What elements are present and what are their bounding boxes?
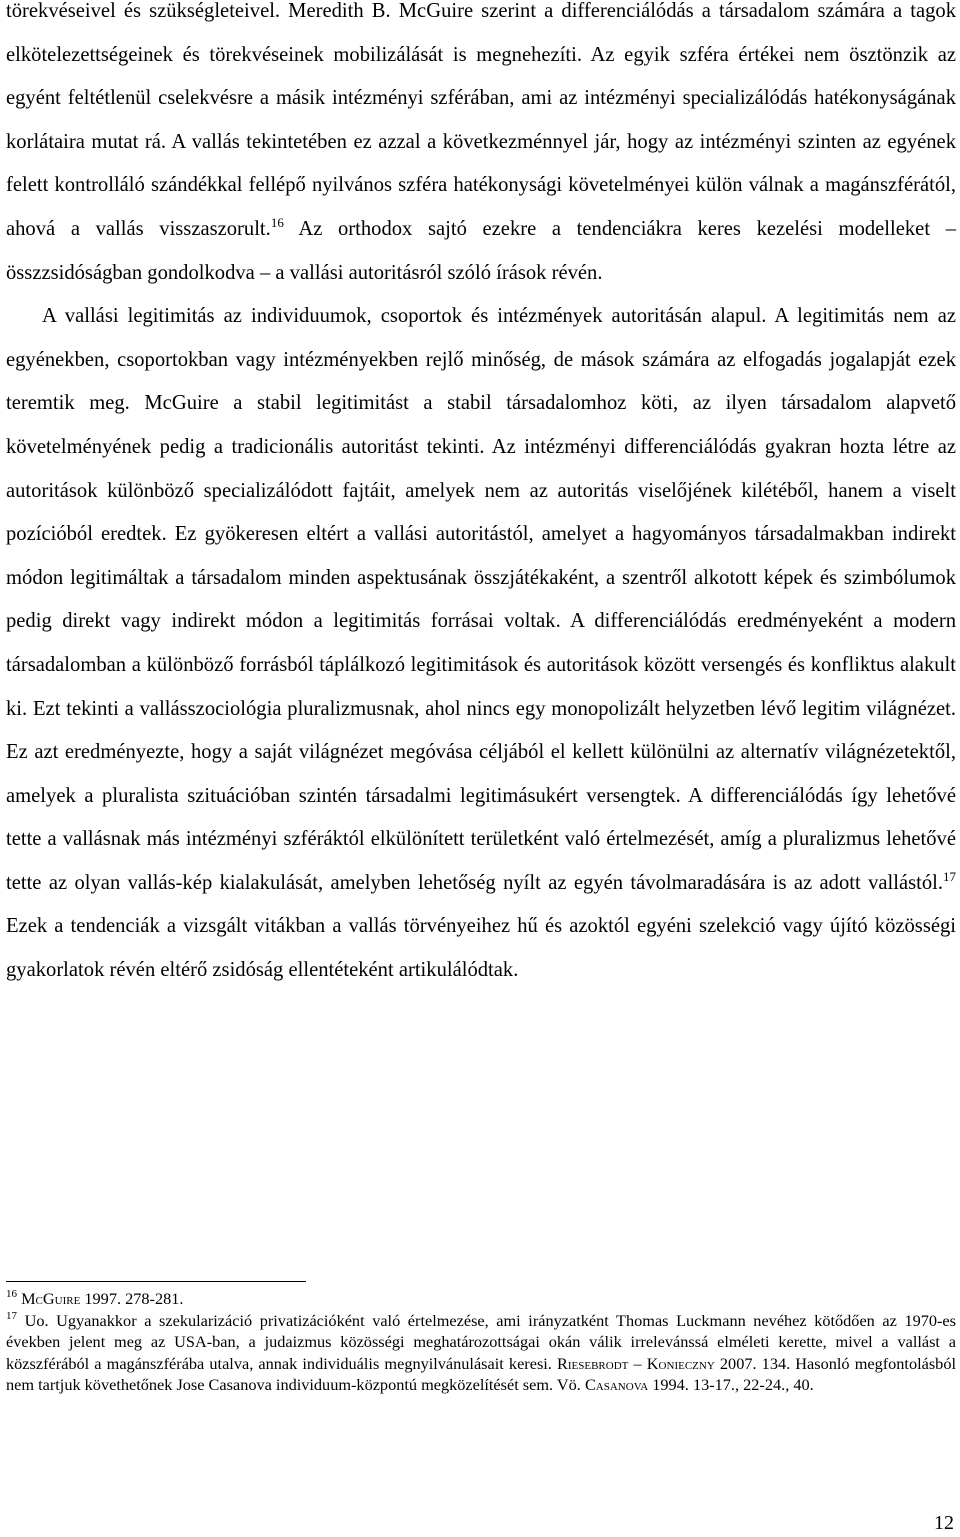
paragraph-2-text-b: Ezek a tendenciák a vizsgált vitákban a vallás törvényeihez hű és azoktól egyéni szelekció vagy újító közösségi gyakorlatok révén eltérő zsidóság ellentéteként artikulálódtak.	[6, 915, 956, 982]
footnote-ref-17[interactable]: 17	[943, 868, 956, 884]
footnote-ref-16[interactable]: 16	[270, 214, 284, 230]
body-text	[6, 0, 956, 993]
footnote-17-text-c: 1994. 13-17., 22-24., 40.	[648, 1375, 814, 1395]
paragraph-1-text-a: törekvéseivel és szükségleteivel. Meredith B. McGuire szerint a differenciálódás a társadalom számára a tagok elkötelezettségeinek és törekvéseinek mobilizálását is megnehezíti. Az egyik szféra értékei nem ösztönzik az egyént feltétlenül cselekvésre a másik intézményi szférában, ami az intézményi specializálódás hatékonyságának korlátaira mutat rá. A vallás tekintetében ez azzal a következménnyel jár, hogy az intézményi szinten az egyének felett kontrolláló szándékkal fellépő nyilvános szféra hatékonysági követelményei külön válnak a magánszférától, ahová a vallás visszaszorult.	[6, 0, 956, 240]
footnote-17-author-casanova: Casanova	[584, 1375, 649, 1395]
paragraph-2	[6, 295, 956, 993]
footnote-17-text-b: 2007. 134. Hasonló megfontolásból nem tartjuk követhetőnek Jose Casanova individuum-központú megközelítését sem. Vö.	[6, 1353, 956, 1395]
paragraph-1	[6, 0, 956, 295]
footnote-16-author: McGuire	[21, 1289, 81, 1308]
footnote-16	[6, 1288, 956, 1310]
footnote-17-author-konieczny: Konieczny	[646, 1353, 715, 1373]
paragraph-2-text-a: A vallási legitimitás az individuumok, csoportok és intézmények autoritásán alapul. A legitimitás nem az egyénekben, csoportokban vagy intézményekben rejlő minőség, de mások számára az elfogadás jogalapját ezek teremtik meg. McGuire a stabil legitimitást a stabil társadalomhoz köti, az ilyen társadalom alapvető követelményének pedig a tradicionális autoritást tekinti. Az intézményi differenciálódás gyakran hozta létre az autoritások különböző specializálódott fajtáit, amelyek nem az autoritás viselőjének kilétéből, hanem a viselt pozícióból eredtek. Ez gyökeresen eltért a vallási autoritástól, amelyet a hagyományos társadalmakban indirekt módon legitimáltak a társadalom minden aspektusának összjátékaként, a szentről alkotott képek és szimbólumok pedig direkt vagy indirekt módon a legitimitás forrásai voltak. A differenciálódás eredményeként a modern társadalomban a különböző forrásból táplálkozó legitimitások és autoritások között versengés és konfliktus alakult ki. Ezt tekinti a vallásszociológia pluralizmusnak, ahol nincs egy monopolizált helyzetben lévő legitim világnézet. Ez azt eredményezte, hogy a saját világnézet megóvása céljából el kellett különülni az alternatív világnézetektől, amelyek a pluralista szituációban szintén társadalmi legitimásukért versengtek. A differenciálódás így lehetővé tette a vallásnak más intézményi szféráktól elkülönített területként való értelmezését, amíg a pluralizmus lehetővé tette az olyan vallás-kép kialakulását, amelyben lehetőség nyílt az egyén távolmaradására is az adott vallástól.	[6, 305, 956, 894]
footnote-17-author-riesebrodt: Riesebrodt	[557, 1353, 629, 1373]
footnote-17-dash: –	[628, 1353, 647, 1373]
footnote-number-16: 16	[6, 1288, 17, 1300]
footnote-17	[6, 1310, 956, 1396]
page-number: 12	[934, 1512, 954, 1534]
footnotes	[6, 1288, 956, 1396]
footnote-number-17: 17	[6, 1309, 17, 1322]
footnote-separator	[6, 1281, 306, 1282]
footnote-16-text: 1997. 278-281.	[80, 1289, 184, 1308]
footnote-17-text-a: Uo. Ugyanakkor a szekularizáció privatizációként való értelmezése, ami irányzatként Thomas Luckmann nevéhez kötődően az 1970-es években jelent meg az USA-ban, a judaizmus közösségi meghatározottságai okán válik irrelevánssá elméleti kerette, mivel a vallást a közszférából a magánszférába utalva, annak individuális megnyilvánulásait keresi.	[6, 1310, 956, 1373]
paragraph-1-text-b: Az orthodox sajtó ezekre a tendenciákra keres kezelési modelleket – összzsidóságban gondolkodva – a vallási autoritásról szóló írások révén.	[6, 217, 956, 284]
